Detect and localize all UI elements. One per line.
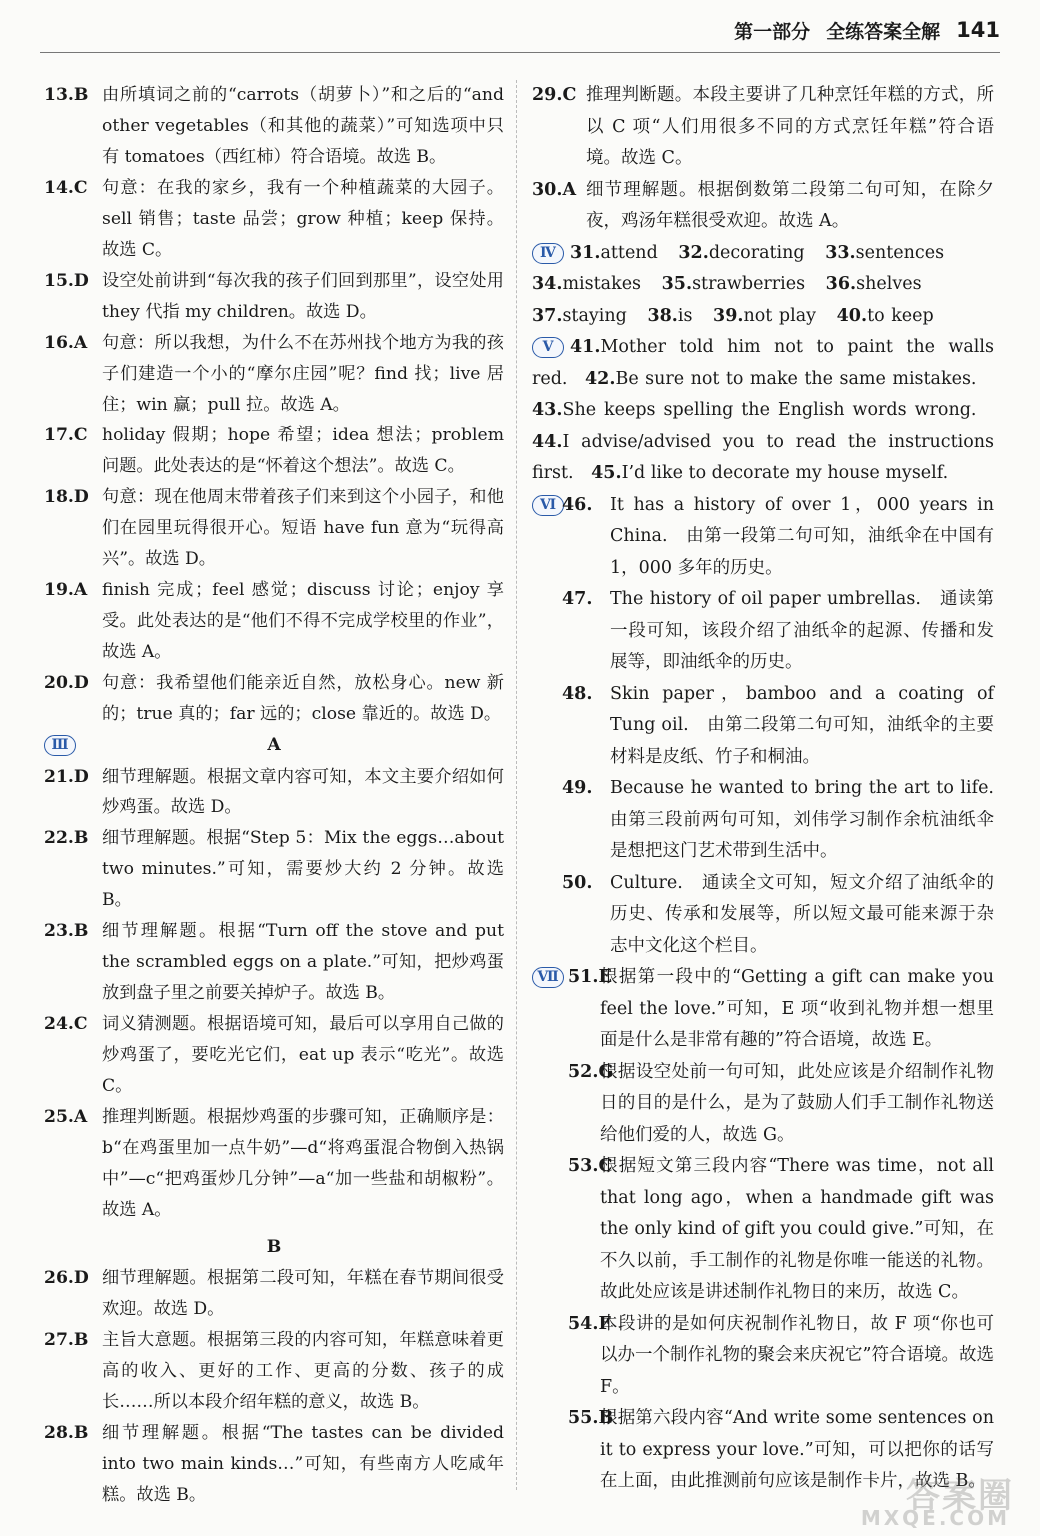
answer-word: decorating xyxy=(708,242,805,263)
answer-word: not play xyxy=(743,305,817,326)
answer-number: 23.B xyxy=(44,921,89,942)
answer-item xyxy=(44,1009,504,1102)
answer-number: 36. xyxy=(825,274,857,294)
answer-number: 52.G xyxy=(568,1061,614,1082)
answer-item xyxy=(647,306,692,326)
answer-explanation: 细节理解题。根据第二段可知，年糕在春节期间很受欢迎。故选 D。 xyxy=(102,1268,504,1320)
answer-number: 49. xyxy=(562,778,593,798)
answer-number: 37. xyxy=(532,305,563,326)
answer-number: 13.B xyxy=(44,85,89,105)
answer-number: 40. xyxy=(836,305,868,326)
answer-explanation: 推理判断题。本段主要讲了几种烹饪年糕的方式，所以 C 项“人们用很多不同的方式烹饪年糕”符合语境。故选 C。 xyxy=(586,85,994,168)
page-header xyxy=(734,10,1000,50)
answer-item xyxy=(44,80,504,173)
answer-explanation: The history of oil paper umbrellas. 通读第一段可知，该段介绍了油纸伞的起源、传播和发展等，即油纸伞的历史。 xyxy=(610,589,994,672)
header-part: 第一部分 xyxy=(734,20,811,43)
answer-number: 55.B xyxy=(568,1408,614,1428)
answer-number: 39. xyxy=(713,305,744,326)
answer-item xyxy=(532,1151,994,1309)
answer-number: 15.D xyxy=(44,270,89,291)
answer-number: 43. xyxy=(532,400,563,420)
answer-item xyxy=(44,482,504,575)
answer-item xyxy=(837,306,934,326)
answer-word: mistakes xyxy=(562,274,642,294)
answer-number: 33. xyxy=(825,242,856,263)
answer-item xyxy=(532,1309,994,1404)
answer-explanation: Skin paper，bamboo and a coating of Tung oil. 由第二段第二句可知，油纸伞的主要材料是皮纸、竹子和桐油。 xyxy=(610,683,994,767)
answer-item xyxy=(662,274,805,294)
subsection-title-b: B xyxy=(266,1236,282,1257)
answer-number: 18.D xyxy=(44,487,89,508)
answer-item xyxy=(44,420,504,482)
answer-explanation: 句意：在我的家乡，我有一个种植蔬菜的大园子。sell 销售；taste 品尝；grow 种植；keep 保持。故选 C。 xyxy=(102,177,504,260)
answer-item xyxy=(532,490,994,585)
answer-explanation: 根据短文第三段内容“There was time，not all that long ago，when a handmade gift was the only kind of gift you could give.”可知，在不久以前，手工制作的礼物是你唯一能送的礼物。故此处应该是讲述制作礼物日的来历，故选 C。 xyxy=(600,1156,994,1302)
answer-sentence: Be sure not to make the same mistakes. xyxy=(615,368,977,389)
answer-number: 51.E xyxy=(568,967,612,987)
answer-number: 46. xyxy=(562,494,593,515)
answer-explanation: 主旨大意题。根据第三段的内容可知，年糕意味着更高的收入、更好的工作、更高的分数、孩子的成长……所以本段介绍年糕的意义，故选 B。 xyxy=(102,1330,504,1413)
answer-number: 22.B xyxy=(44,828,89,849)
answer-explanation: 细节理解题。根据倒数第二段第二句可知，在除夕夜，鸡汤年糕很受欢迎。故选 A。 xyxy=(586,179,994,231)
answer-explanation: 本段讲的是如何庆祝制作礼物日，故 F 项“你也可以办一个制作礼物的聚会来庆祝它”符合语境。故选 F。 xyxy=(600,1313,994,1397)
answer-item xyxy=(44,1418,504,1511)
answer-item xyxy=(44,916,504,1009)
answer-word: to keep xyxy=(867,305,934,326)
answer-number: 44. xyxy=(532,431,563,452)
answer-explanation: 句意：现在他周末带着孩子们来到这个小园子，和他们在园里玩得很开心。短语 have fun 意为“玩得高兴”。故选 D。 xyxy=(102,487,504,570)
subsection-title-a: A xyxy=(267,735,281,756)
answer-explanation: holiday 假期；hope 希望；idea 想法；problem 问题。此处表达的是“怀着这个想法”。故选 C。 xyxy=(102,425,504,477)
answer-number: 50. xyxy=(562,872,593,893)
answer-item xyxy=(532,1057,994,1152)
answer-item xyxy=(532,306,627,326)
answer-number: 54.F xyxy=(568,1313,611,1334)
header-section: 全练答案全解 xyxy=(826,20,941,43)
answer-explanation: 根据设空处前一句可知，此处应该是介绍制作礼物日的目的是什么，是为了鼓励人们手工制作礼物送给他们爱的人，故选 G。 xyxy=(600,1061,994,1145)
answer-word: shelves xyxy=(856,274,922,294)
section-badge: Ⅶ xyxy=(532,967,564,988)
answer-number: 28.B xyxy=(44,1423,89,1444)
section-badge: Ⅲ xyxy=(44,735,76,756)
answer-item xyxy=(532,679,994,774)
section-badge: Ⅴ xyxy=(532,337,564,358)
answer-item xyxy=(44,1325,504,1418)
answer-word: sentences xyxy=(855,242,945,263)
answer-sentence: Mother told him not to paint the walls red. xyxy=(532,337,994,389)
answer-number: 27.B xyxy=(44,1330,89,1351)
answer-number: 20.D xyxy=(44,673,89,694)
answer-explanation: 词义猜测题。根据语境可知，最后可以享用自己做的炒鸡蛋了，要吃光它们，eat up 表示“吃光”。故选 C。 xyxy=(102,1014,504,1097)
answer-word: strawberries xyxy=(692,274,806,294)
answer-explanation: Because he wanted to bring the art to life. 由第三段前两句可知，刘伟学习制作余杭油纸伞是想把这门艺术带到生活中。 xyxy=(610,778,1012,861)
answer-item xyxy=(44,575,504,668)
answer-item xyxy=(713,306,816,326)
answer-item xyxy=(44,1263,504,1325)
answer-explanation: 设空处前讲到“每次我的孩子们回到那里”，设空处用 they 代指 my children。故选 D。 xyxy=(102,270,504,322)
watermark-logo xyxy=(854,1468,1014,1530)
answer-number: 34. xyxy=(532,274,563,294)
answer-explanation: 推理判断题。根据炒鸡蛋的步骤可知，正确顺序是：b“在鸡蛋里加一点牛奶”—d“将鸡蛋混合物倒入热锅中”—c“把鸡蛋炒几分钟”—a“加一些盐和胡椒粉”。故选 A。 xyxy=(102,1107,504,1220)
answer-item xyxy=(678,243,804,263)
answer-sentence: I’d like to decorate my house myself. xyxy=(621,463,949,483)
answer-item xyxy=(532,80,994,175)
answer-number: 38. xyxy=(647,305,678,326)
answer-item xyxy=(532,962,994,1057)
answer-item xyxy=(826,274,922,294)
answer-number: 35. xyxy=(661,274,693,294)
answer-item xyxy=(44,173,504,266)
page-number: 141 xyxy=(956,18,1000,42)
answer-number: 25.A xyxy=(44,1107,88,1127)
section-badge: Ⅵ xyxy=(532,495,564,516)
answer-item xyxy=(532,175,994,238)
answer-explanation: 句意：所以我想，为什么不在苏州找个地方为我的孩子们建造一个小的“摩尔庄园”呢？find 找；live 居住；win 赢；pull 拉。故选 A。 xyxy=(102,332,504,415)
answer-explanation: Culture. 通读全文可知，短文介绍了油纸伞的历史、传承和发展等，所以短文最可能来源于杂志中文化这个栏目。 xyxy=(610,872,994,956)
answer-sentence: I advise/advised you to read the instructions first. xyxy=(532,431,994,483)
answer-number: 29.C xyxy=(532,85,577,105)
answer-number: 21.D xyxy=(44,766,89,787)
answer-item xyxy=(532,868,994,963)
answer-explanation: 细节理解题。根据“Step 5：Mix the eggs…about two minutes.”可知，需要炒大约 2 分钟。故选 B。 xyxy=(102,828,504,911)
answer-number: 30.A xyxy=(532,179,577,200)
answer-explanation: 细节理解题。根据“The tastes can be divided into two main kinds…”可知，有些南方人吃咸年糕。故选 B。 xyxy=(102,1423,504,1505)
answer-number: 24.C xyxy=(44,1014,88,1035)
answer-explanation: 由所填词之前的“carrots（胡萝卜）”和之后的“and other vegetables（和其他的蔬菜）”可知选项中只有 tomatoes（西红柿）符合语境。故选 B。 xyxy=(102,85,504,167)
answer-number: 53.C xyxy=(568,1156,613,1176)
column-divider xyxy=(516,80,517,1490)
answer-explanation: It has a history of over 1，000 years in China. 由第一段第二句可知，油纸伞在中国有 1，000 多年的历史。 xyxy=(610,494,994,578)
answer-explanation: 句意：我希望他们能亲近自然，放松身心。new 新的；true 真的；far 远的；close 靠近的。故选 D。 xyxy=(102,673,504,725)
answer-number: 45. xyxy=(591,463,622,483)
answer-word: staying xyxy=(562,305,627,326)
answer-number: 42. xyxy=(585,368,616,389)
answer-number: 16.A xyxy=(44,332,88,353)
answer-explanation: 细节理解题。根据“Turn off the stove and put the scrambled eggs on a plate.”可知，把炒鸡蛋放到盘子里之前要关掉炉子。故选 B。 xyxy=(102,921,504,1004)
answer-number: 31. xyxy=(570,242,601,263)
left-column xyxy=(44,80,504,1511)
answer-number: 48. xyxy=(562,683,593,704)
answer-item xyxy=(44,823,504,916)
section-V-answers xyxy=(532,332,994,490)
answer-item xyxy=(532,274,641,294)
watermark-text: 答案圈 xyxy=(906,1476,1014,1516)
section-III-row xyxy=(44,730,504,762)
answer-number: 32. xyxy=(678,242,709,263)
answer-number: 14.C xyxy=(44,177,88,198)
answer-item xyxy=(570,243,658,263)
answer-number: 41. xyxy=(570,337,601,357)
answer-item xyxy=(44,328,504,421)
answer-item xyxy=(44,1102,504,1226)
answer-sentence: She keeps spelling the English words wrong. xyxy=(562,400,977,420)
answer-item xyxy=(44,762,504,824)
answer-item xyxy=(44,668,504,730)
section-IV-answers xyxy=(532,238,994,333)
answer-word: is xyxy=(677,305,693,326)
answer-explanation: 细节理解题。根据文章内容可知，本文主要介绍如何炒鸡蛋。故选 D。 xyxy=(102,766,504,818)
answer-number: 26.D xyxy=(44,1268,89,1289)
answer-item xyxy=(44,266,504,328)
answer-item xyxy=(532,584,994,679)
answer-number: 47. xyxy=(562,589,593,609)
watermark-url: MXQE.COM xyxy=(860,1506,1010,1530)
answer-item xyxy=(825,243,944,263)
answer-explanation: finish 完成；feel 感觉；discuss 讨论；enjoy 享受。此处表达的是“他们不得不完成学校里的作业”，故选 A。 xyxy=(102,580,504,663)
answer-explanation: 根据第六段内容“And write some sentences on it to express your love.”可知，可以把你的话写在上面，由此推测前句应该是制作卡片，故选 B。 xyxy=(600,1408,994,1491)
section-badge: Ⅳ xyxy=(532,243,564,264)
answer-explanation: 根据第一段中的“Getting a gift can make you feel the love.”可知，E 项“收到礼物并想一想里面是什么是非常有趣的”符合语境，故选 E。 xyxy=(600,967,994,1050)
answer-word: attend xyxy=(600,242,658,263)
header-rule xyxy=(40,52,1000,53)
answer-item xyxy=(532,773,1012,868)
answer-number: 19.A xyxy=(44,580,88,601)
answer-number: 17.C xyxy=(44,425,88,446)
